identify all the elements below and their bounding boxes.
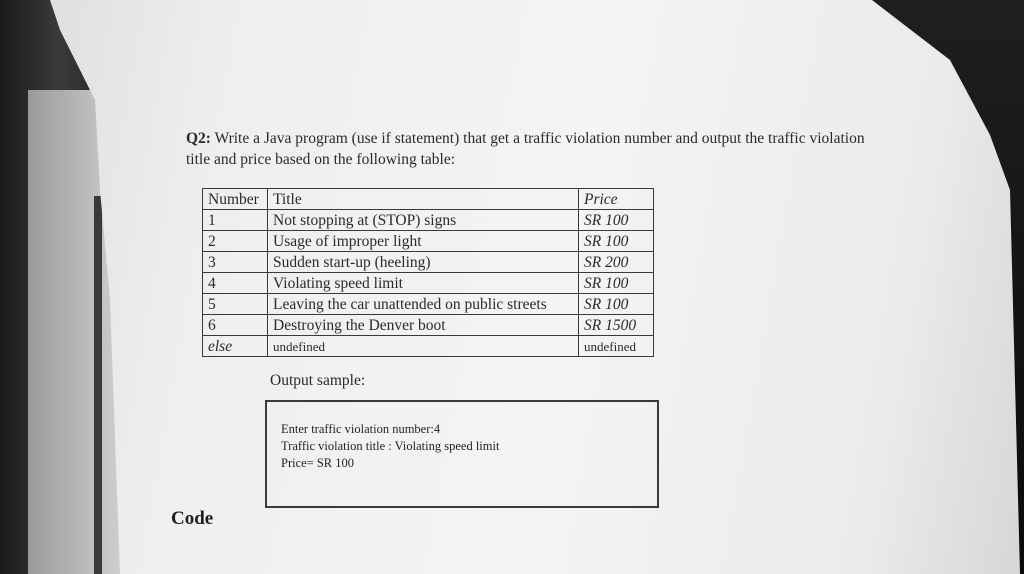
cell-price: SR 100 [579, 273, 654, 294]
cell-title: undefined [268, 336, 579, 357]
output-line: Traffic violation title : Violating speed limit [281, 439, 500, 453]
table-row [203, 252, 654, 273]
table-row [203, 294, 654, 315]
cell-number: 4 [203, 273, 268, 294]
output-sample-box [265, 400, 659, 508]
cell-title: Not stopping at (STOP) signs [268, 210, 579, 231]
paper-edge-shadow [94, 196, 102, 574]
header-title: Title [268, 189, 579, 210]
question-label: Q2: [186, 130, 211, 147]
cell-number: 5 [203, 294, 268, 315]
cell-title: Leaving the car unattended on public streets [268, 294, 579, 315]
output-line: Enter traffic violation number:4 [281, 422, 441, 436]
cell-title: Violating speed limit [268, 273, 579, 294]
table-row [203, 231, 654, 252]
cell-price: SR 1500 [579, 315, 654, 336]
code-heading: Code [171, 508, 214, 529]
header-number: Number [203, 189, 268, 210]
violation-table [202, 188, 654, 357]
cell-number: 2 [203, 231, 268, 252]
table-row [203, 273, 654, 294]
question-text [186, 128, 976, 170]
cell-price: SR 100 [579, 231, 654, 252]
table-row [203, 336, 654, 357]
cell-price: SR 100 [579, 210, 654, 231]
question-line-2: title and price based on the following table: [186, 151, 456, 168]
question-block [186, 128, 976, 170]
output-line: Price= SR 100 [281, 456, 355, 470]
cell-price: undefined [579, 336, 654, 357]
header-price: Price [579, 189, 654, 210]
cell-price: SR 100 [579, 294, 654, 315]
cell-number: else [203, 336, 268, 357]
cell-title: Usage of improper light [268, 231, 579, 252]
cell-number: 1 [203, 210, 268, 231]
table-header-row [203, 189, 654, 210]
cell-number: 3 [203, 252, 268, 273]
table-row [203, 210, 654, 231]
cell-title: Sudden start-up (heeling) [268, 252, 579, 273]
cell-number: 6 [203, 315, 268, 336]
output-sample-label: Output sample: [270, 372, 366, 389]
table-row [203, 315, 654, 336]
question-line-1: Write a Java program (use if statement) that get a traffic violation number and output the traffic violation [214, 130, 865, 147]
cell-price: SR 200 [579, 252, 654, 273]
cell-title: Destroying the Denver boot [268, 315, 579, 336]
